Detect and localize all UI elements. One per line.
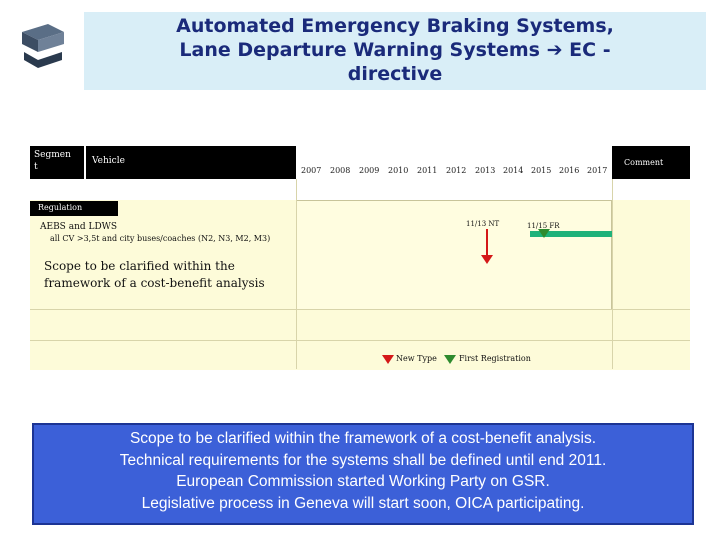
scope-text-line-1: Scope to be clarified within the — [44, 259, 235, 273]
title-line-1: Automated Emergency Braking Systems, — [176, 15, 614, 37]
year-label: 2013 — [475, 166, 496, 175]
legend-new-type: New Type — [396, 354, 437, 363]
first-registration-marker-label: 11/15 FR — [527, 222, 560, 230]
column-segment: Segmen t — [34, 150, 71, 172]
right-arrow-icon: ➔ — [546, 39, 563, 61]
timeline-grid-box — [296, 200, 612, 310]
year-label: 2014 — [503, 166, 524, 175]
summary-line-2: Technical requirements for the systems shall be defined until end 2011. — [119, 451, 607, 469]
title-line-2-left: Lane Departure Warning Systems — [179, 39, 540, 61]
summary-line-4: Legislative process in Geneva will start soon, OICA participating. — [141, 494, 585, 512]
page-title — [84, 14, 706, 86]
year-label: 2015 — [531, 166, 552, 175]
year-label: 2016 — [559, 166, 580, 175]
year-label: 2010 — [388, 166, 409, 175]
legend-new-type-icon — [382, 355, 394, 364]
column-vehicle: Vehicle — [92, 156, 125, 166]
legend-first-registration-icon — [444, 355, 456, 364]
title-line-2 — [84, 38, 706, 62]
summary-text — [32, 428, 694, 514]
scope-text — [44, 258, 284, 292]
row-title: AEBS and LDWS — [40, 222, 118, 232]
company-logo — [18, 22, 68, 70]
new-type-marker-label: 11/13 NT — [466, 220, 500, 228]
scope-text-line-2: framework of a cost-benefit analysis — [44, 276, 265, 290]
title-line-3: directive — [347, 63, 443, 85]
summary-line-1: Scope to be clarified within the framework of a cost-benefit analysis. — [129, 430, 597, 447]
first-registration-triangle-icon — [538, 229, 550, 238]
regulation-label: Regulation — [38, 203, 83, 212]
year-label: 2012 — [446, 166, 467, 175]
grid-line — [30, 309, 690, 310]
year-label: 2009 — [359, 166, 380, 175]
row-subtitle: all CV >3,5t and city buses/coaches (N2, N3, M2, M3) — [50, 234, 271, 243]
summary-line-3: European Commission started Working Party on GSR. — [176, 473, 550, 490]
new-type-triangle-icon — [481, 255, 493, 264]
year-label: 2017 — [587, 166, 608, 175]
title-line-2-right: EC - — [569, 39, 611, 61]
column-comment: Comment — [624, 158, 664, 167]
year-label: 2008 — [330, 166, 351, 175]
header-separator — [84, 146, 86, 179]
legend-first-registration: First Registration — [459, 354, 531, 363]
grid-line — [30, 340, 690, 341]
year-label: 2007 — [301, 166, 322, 175]
year-label: 2011 — [417, 166, 438, 175]
new-type-line — [486, 229, 488, 257]
